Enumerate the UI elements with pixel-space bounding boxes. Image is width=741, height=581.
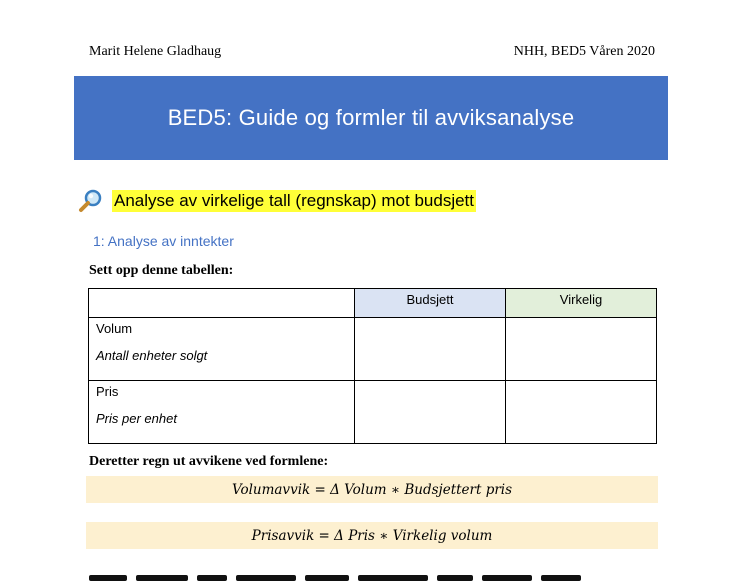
virkelig-cell: [506, 381, 657, 444]
virkelig-cell: [506, 318, 657, 381]
section-heading-row: [78, 188, 476, 214]
author-name: Marit Helene Gladhaug: [89, 44, 222, 59]
magnifier-icon: [78, 188, 104, 214]
header-cell-empty: [89, 289, 355, 318]
budsjett-cell: [355, 318, 506, 381]
row-sublabel: Antall enheter solgt: [96, 348, 208, 363]
row-label: Pris: [96, 384, 119, 399]
table-header-row: [89, 289, 657, 318]
row-label: Volum: [96, 321, 133, 336]
cut-off-text-line: [89, 571, 649, 581]
price-variance-formula: Prisavvik = Δ Pris ∗ Virkelig volum: [86, 522, 658, 549]
row-sublabel: Pris per enhet: [96, 411, 177, 426]
title-banner: [74, 76, 668, 160]
course-label: NHH, BED5 Våren 2020: [513, 44, 655, 59]
setup-instruction: Sett opp denne tabellen:: [89, 263, 234, 278]
table-row: [89, 381, 657, 444]
header-cell-budsjett: Budsjett: [355, 289, 506, 318]
formula-instruction: Deretter regn ut avvikene ved formlene:: [89, 454, 329, 469]
document-title: BED5: Guide og formler til avviksanalyse: [167, 105, 575, 130]
table-row: [89, 318, 657, 381]
volume-variance-formula: Volumavvik = Δ Volum ∗ Budsjettert pris: [86, 476, 658, 503]
subsection-heading: 1: Analyse av inntekter: [93, 233, 234, 249]
header-cell-virkelig: Virkelig: [506, 289, 657, 318]
budget-table: [88, 288, 657, 444]
row-label-cell: [89, 318, 355, 381]
budsjett-cell: [355, 381, 506, 444]
section-heading: Analyse av virkelige tall (regnskap) mot budsjett: [114, 191, 474, 210]
row-label-cell: [89, 381, 355, 444]
